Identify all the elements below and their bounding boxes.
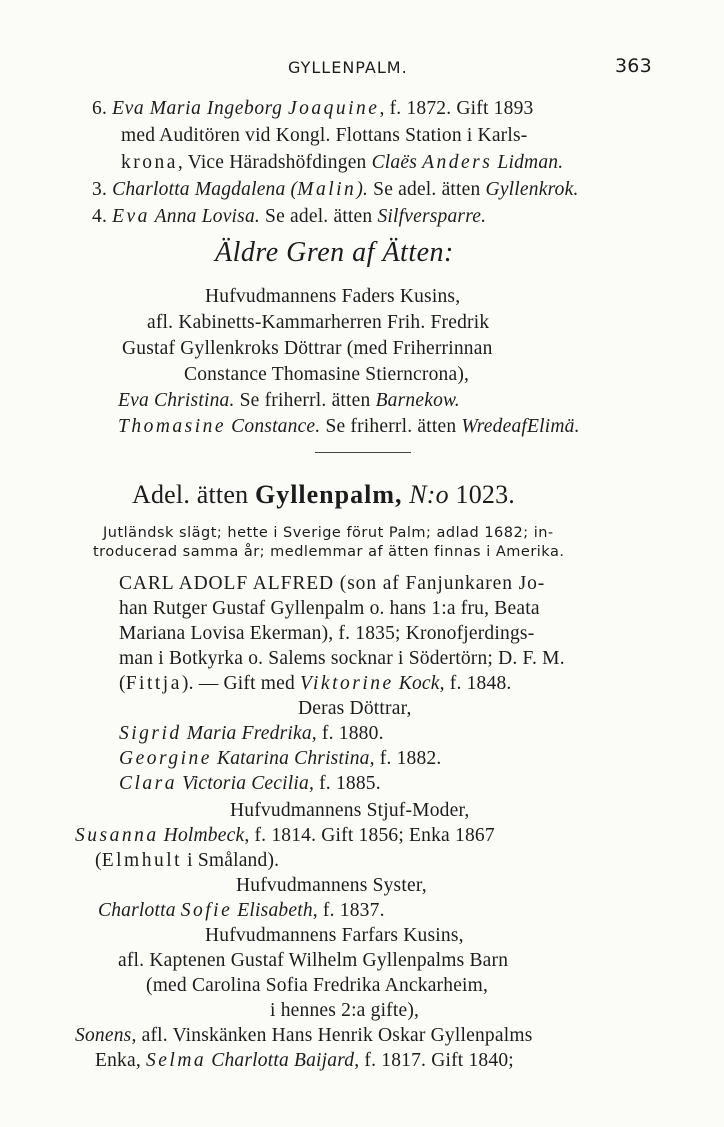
- section-heading: Äldre Gren af Ätten:: [215, 237, 454, 268]
- carl-line-1: CARL ADOLF ALFRED (son af Fanjunkaren Jo-: [119, 573, 546, 594]
- farfar-line-6: Enka, Selma Charlotta Baijard, f. 1817. Gift 1840;: [95, 1050, 514, 1071]
- daughter-2: Georgine Katarina Christina, f. 1882.: [119, 748, 442, 769]
- family-heading: Adel. ätten Gyllenpalm, N:o 1023.: [132, 480, 515, 509]
- carl-line-3: Mariana Lovisa Ekerman), f. 1835; Kronofjerdings-: [119, 623, 535, 644]
- entry-6: 6. Eva Maria Ingeborg Joaquine, f. 1872. Gift 1893: [92, 98, 534, 119]
- stjuf-line-2: Susanna Holmbeck, f. 1814. Gift 1856; Enka 1867: [75, 825, 495, 846]
- gren-line-4: Constance Thomasine Stierncrona),: [184, 364, 470, 385]
- gren-line-5: Eva Christina. Se friherrl. ätten Barnekow.: [118, 390, 460, 411]
- section-divider: [315, 452, 411, 453]
- family-intro-2: troducerad samma år; medlemmar af ätten finnas i Amerika.: [93, 544, 565, 560]
- farfar-line-4: i hennes 2:a gifte),: [270, 1000, 420, 1021]
- farfar-line-2: afl. Kaptenen Gustaf Wilhelm Gyllenpalms Barn: [118, 950, 509, 971]
- gren-line-6: Thomasine Constance. Se friherrl. ätten WredeafElimä.: [118, 416, 580, 437]
- entry-6-cont2: krona, Vice Häradshöfdingen Claës Anders Lidman.: [121, 152, 564, 173]
- stjuf-line-1: Hufvudmannens Stjuf-Moder,: [230, 800, 470, 821]
- entry-6-cont: med Auditören vid Kongl. Flottans Station i Karls-: [121, 125, 528, 146]
- farfar-line-1: Hufvudmannens Farfars Kusins,: [205, 925, 464, 946]
- syster-line-1: Hufvudmannens Syster,: [236, 875, 427, 896]
- daughter-1: Sigrid Maria Fredrika, f. 1880.: [119, 723, 384, 744]
- carl-line-5: (Fittja). — Gift med Viktorine Kock, f. 1848.: [119, 673, 512, 694]
- farfar-line-3: (med Carolina Sofia Fredrika Anckarheim,: [146, 975, 489, 996]
- running-head: GYLLENPALM.: [288, 58, 408, 77]
- family-intro-1: Jutländsk slägt; hette i Sverige förut Palm; adlad 1682; in-: [103, 525, 554, 541]
- daughter-3: Clara Victoria Cecilia, f. 1885.: [119, 773, 381, 794]
- carl-line-6: Deras Döttrar,: [298, 698, 412, 719]
- entry-3: 3. Charlotta Magdalena (Malin). Se adel. ätten Gyllenkrok.: [92, 179, 579, 200]
- gren-line-3: Gustaf Gyllenkroks Döttrar (med Friherrinnan: [122, 338, 493, 359]
- gren-line-2: afl. Kabinetts-Kammarherren Frih. Fredrik: [147, 312, 490, 333]
- gren-line-1: Hufvudmannens Faders Kusins,: [205, 286, 461, 307]
- entry-4: 4. Eva Anna Lovisa. Se adel. ätten Silfversparre.: [92, 206, 487, 227]
- stjuf-line-3: (Elmhult i Småland).: [95, 850, 280, 871]
- carl-line-2: han Rutger Gustaf Gyllenpalm o. hans 1:a fru, Beata: [119, 598, 540, 619]
- farfar-line-5: Sonens, afl. Vinskänken Hans Henrik Oskar Gyllenpalms: [75, 1025, 533, 1046]
- page-number: 363: [615, 55, 652, 77]
- carl-line-4: man i Botkyrka o. Salems socknar i Södertörn; D. F. M.: [119, 648, 565, 669]
- syster-line-2: Charlotta Sofie Elisabeth, f. 1837.: [98, 900, 385, 921]
